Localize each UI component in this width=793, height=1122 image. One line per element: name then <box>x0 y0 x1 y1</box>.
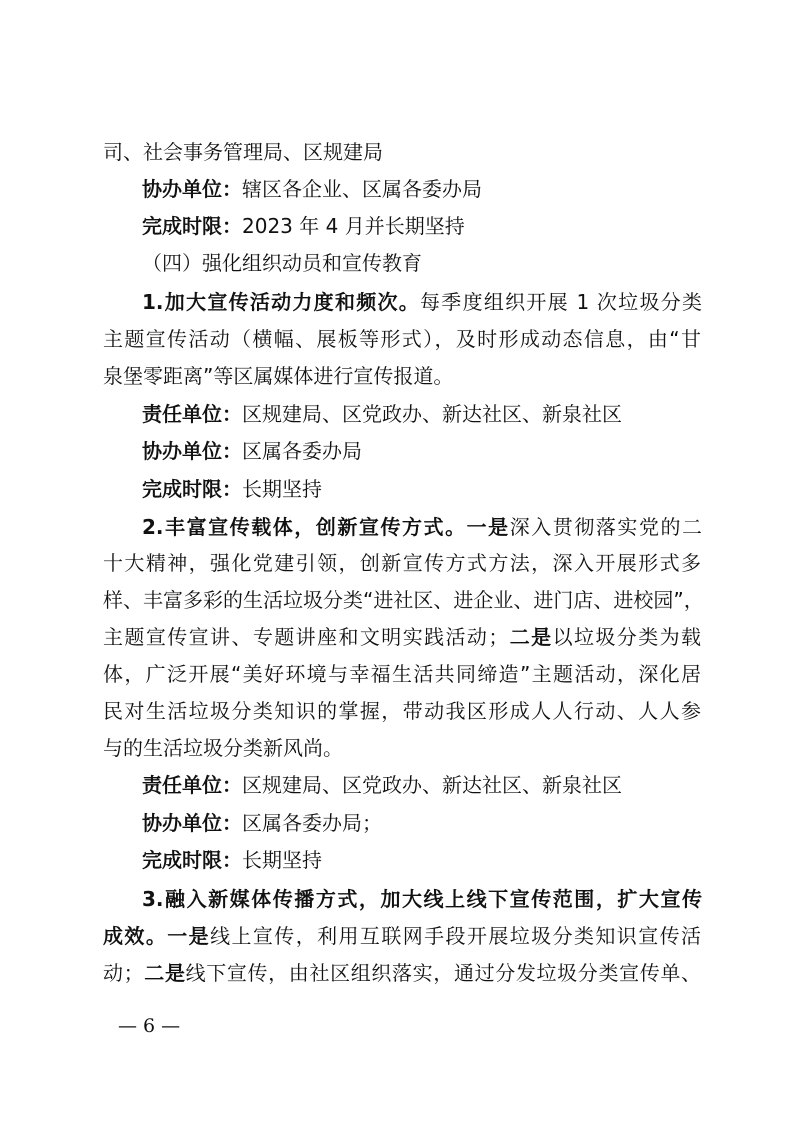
paragraph-line <box>103 325 701 353</box>
paragraph-line <box>103 138 701 166</box>
responsible-unit-line <box>142 400 702 428</box>
text: 样、丰富多彩的生活垃圾分类“进社区、进企业、进门店、进校园”， <box>103 588 704 612</box>
point-one-marker: 一是 <box>466 515 510 539</box>
text: 线下宣传，由社区组织落实，通过分发垃圾分类宣传单、 <box>185 961 702 985</box>
assist-unit-line <box>142 809 702 837</box>
item1-text: 每季度组织开展 1 次垃圾分类 <box>420 290 702 314</box>
item3-title-end: 成效。 <box>103 924 168 948</box>
assist-unit-value: 辖区各企业、区属各委办局 <box>242 177 482 201</box>
responsible-unit-label: 责任单位： <box>142 402 242 426</box>
paragraph-line <box>103 734 701 762</box>
assist-unit-value: 区属各委办局 <box>242 439 362 463</box>
deadline-label: 完成时限： <box>142 477 242 501</box>
deadline-label: 完成时限： <box>142 214 242 238</box>
assist-unit-label: 协办单位： <box>142 811 242 835</box>
paragraph-line <box>103 549 701 577</box>
item1-title: 1.加大宣传活动力度和频次。 <box>142 290 421 314</box>
text: 司、社会事务管理局、区规建局 <box>103 140 383 164</box>
text: 以垃圾分类为载 <box>552 625 702 649</box>
responsible-unit-line <box>142 771 702 799</box>
section-heading <box>142 249 702 277</box>
item2-first-line <box>142 513 702 541</box>
paragraph-line <box>103 697 701 725</box>
deadline-label: 完成时限： <box>142 848 242 872</box>
text: 主题宣传宣讲、专题讲座和文明实践活动； <box>103 625 509 649</box>
point-two-marker: 二是 <box>508 625 553 649</box>
text: 动； <box>103 961 144 985</box>
assist-unit-line <box>142 175 702 203</box>
assist-unit-line <box>142 437 702 465</box>
paragraph-line <box>103 660 701 688</box>
assist-unit-label: 协办单位： <box>142 439 242 463</box>
assist-unit-label: 协办单位： <box>142 177 242 201</box>
item2-title: 2.丰富宣传载体，创新宣传方式。 <box>142 515 467 539</box>
paragraph-line <box>103 959 701 987</box>
responsible-unit-value: 区规建局、区党政办、新达社区、新泉社区 <box>242 773 622 797</box>
text: 主题宣传活动（横幅、展板等形式），及时形成动态信息，由“甘 <box>103 327 701 351</box>
item1-first-line <box>142 288 702 316</box>
page-number: — 6 — <box>118 1015 181 1037</box>
responsible-unit-value: 区规建局、区党政办、新达社区、新泉社区 <box>242 402 622 426</box>
deadline-value: 长期坚持 <box>242 477 322 501</box>
deadline-line <box>142 475 702 503</box>
text: 十大精神，强化党建引领，创新宣传方式方法，深入开展形式多 <box>103 551 701 575</box>
text: 体，广泛开展“美好环境与幸福生活共同缔造”主题活动，深化居 <box>103 662 701 686</box>
text: 泉堡零距离”等区属媒体进行宣传报道。 <box>103 364 454 388</box>
paragraph-line <box>103 623 701 651</box>
point-one-marker: 一是 <box>167 924 211 948</box>
paragraph-line <box>103 362 701 390</box>
deadline-value: 2023 年 4 月并长期坚持 <box>242 214 465 238</box>
assist-unit-value: 区属各委办局； <box>242 811 382 835</box>
deadline-value: 长期坚持 <box>242 848 322 872</box>
deadline-line <box>142 212 702 240</box>
text: 民对生活垃圾分类知识的掌握，带动我区形成人人行动、人人参 <box>103 699 701 723</box>
text: 与的生活垃圾分类新风尚。 <box>103 736 343 760</box>
deadline-line <box>142 846 702 874</box>
section-heading-text: （四）强化组织动员和宣传教育 <box>142 251 422 275</box>
point-two-marker: 二是 <box>143 961 186 985</box>
paragraph-line <box>103 922 701 950</box>
item3-first-line <box>142 885 702 913</box>
text: 线上宣传，利用互联网手段开展垃圾分类知识宣传活 <box>210 924 702 948</box>
paragraph-line <box>103 586 704 614</box>
item2-text: 深入贯彻落实党的二 <box>509 515 703 539</box>
responsible-unit-label: 责任单位： <box>142 773 242 797</box>
item3-title: 3.融入新媒体传播方式，加大线上线下宣传范围，扩大宣传 <box>142 887 702 911</box>
